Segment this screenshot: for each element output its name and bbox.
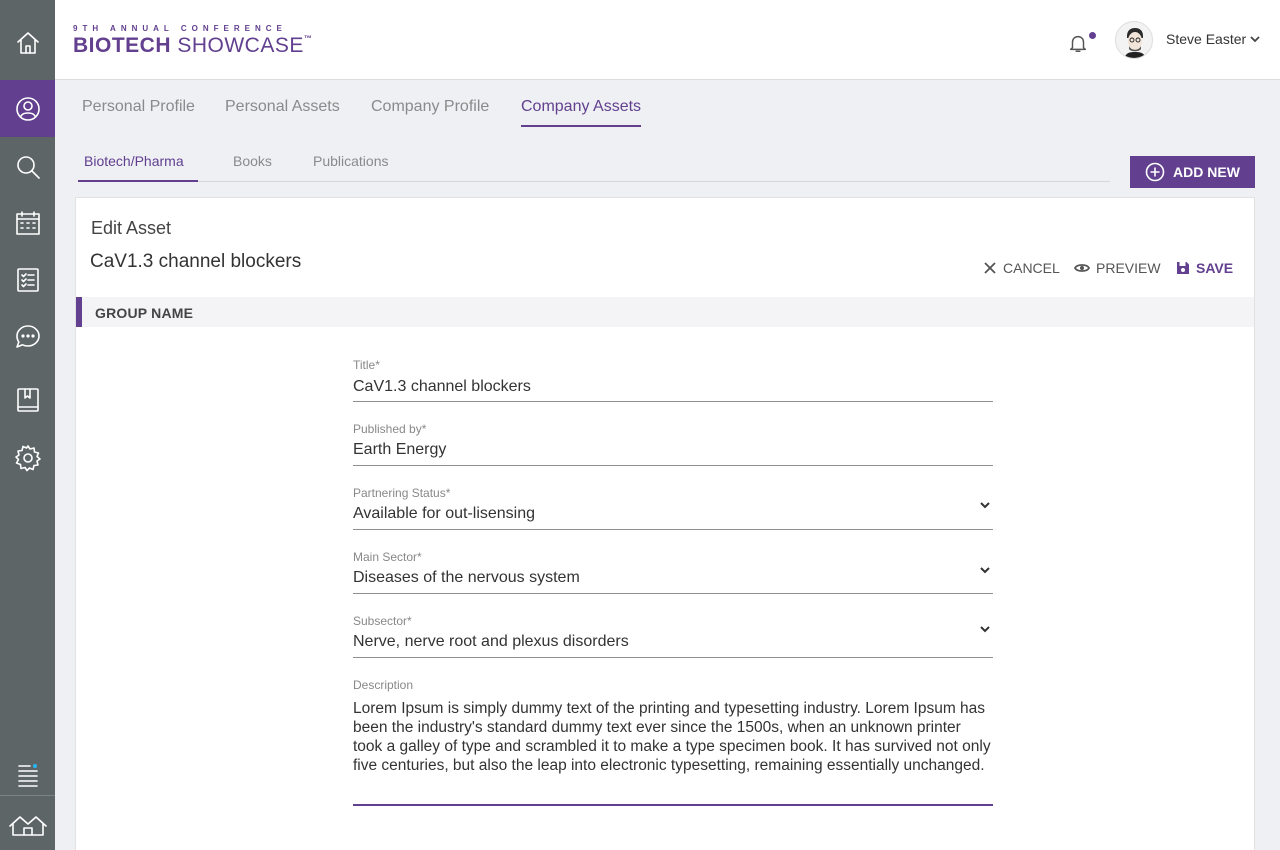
checklist-icon [14, 266, 42, 294]
home-icon [14, 29, 42, 57]
eye-icon [1074, 261, 1090, 275]
preview-label: PREVIEW [1096, 260, 1161, 276]
logo-bold: BIOTECH [73, 34, 171, 57]
chevron-down-icon [1248, 32, 1262, 46]
card-heading: Edit Asset [91, 218, 172, 238]
group-name: GROUP NAME [95, 305, 194, 321]
save-label: SAVE [1196, 260, 1234, 276]
logo-tagline: 9TH ANNUAL CONFERENCE [73, 24, 287, 33]
search-icon [14, 153, 42, 181]
user-name[interactable]: Steve Easter [1166, 31, 1247, 47]
notifications-button[interactable] [1067, 32, 1091, 56]
notification-dot [1089, 32, 1096, 39]
description-field[interactable] [353, 678, 993, 806]
chevron-down-icon [978, 563, 992, 577]
preview-button[interactable] [1074, 260, 1161, 276]
asset-name: CaV1.3 channel blockers [90, 251, 302, 272]
description-textarea[interactable]: Lorem Ipsum is simply dummy text of the printing and typesetting industry. Lorem Ipsum has been the industry's standard dummy text ever since the 1500s, when an unknown printer took a galley of type and scrambled it to make a type specimen book. It has survived not only five centuries, but also the leap into electronic typesetting, remaining essentially unchanged. [353, 700, 991, 774]
subsector-label: Subsector* [353, 614, 412, 628]
main-sector-label: Main Sector* [353, 550, 422, 564]
logo-trademark: ™ [303, 34, 313, 43]
chevron-down-icon [978, 622, 992, 636]
partnering-status-label: Partnering Status* [353, 486, 451, 500]
bookmark-book-icon [14, 386, 42, 414]
title-field[interactable] [353, 358, 993, 402]
menu-lines-icon [14, 761, 42, 789]
group-header [76, 297, 1254, 327]
tab-company-profile[interactable]: Company Profile [371, 98, 490, 115]
description-label: Description [353, 678, 414, 692]
user-menu-toggle[interactable] [1248, 32, 1262, 46]
subsector-value: Nerve, nerve root and plexus disorders [353, 633, 629, 650]
published-by-field[interactable] [353, 422, 993, 466]
title-input[interactable]: CaV1.3 channel blockers [353, 378, 531, 395]
close-icon [983, 261, 997, 275]
cancel-label: CANCEL [1003, 260, 1060, 276]
subtab-biotech-pharma[interactable]: Biotech/Pharma [78, 153, 198, 182]
sidebar-item-library[interactable] [0, 371, 55, 428]
sidebar-item-search[interactable] [0, 138, 55, 195]
partnering-status-select[interactable] [353, 486, 993, 530]
houses-icon [7, 811, 49, 839]
sidebar-item-tasks[interactable] [0, 251, 55, 308]
save-button[interactable] [1176, 260, 1233, 276]
chevron-down-icon [978, 498, 992, 512]
add-new-label: ADD NEW [1173, 164, 1240, 180]
conference-logo[interactable] [73, 24, 312, 58]
sidebar-item-messages[interactable] [0, 308, 55, 365]
sidebar-item-venue[interactable] [0, 796, 55, 850]
title-label: Title* [353, 358, 380, 372]
subtab-publications[interactable]: Publications [313, 153, 389, 169]
sidebar-item-home[interactable] [0, 14, 55, 71]
tab-personal-profile[interactable]: Personal Profile [82, 98, 195, 115]
floppy-disk-icon [1176, 261, 1190, 275]
plus-circle-icon [1145, 162, 1165, 182]
sidebar-item-calendar[interactable] [0, 194, 55, 251]
main-sector-value: Diseases of the nervous system [353, 569, 580, 586]
chat-bubble-icon [14, 323, 42, 351]
user-photo-icon [1116, 22, 1153, 59]
subsector-select[interactable] [353, 614, 993, 658]
user-circle-icon [14, 95, 42, 123]
sidebar [0, 0, 55, 850]
partnering-status-value: Available for out-lisensing [353, 505, 536, 522]
add-new-button[interactable] [1130, 156, 1255, 188]
published-by-label: Published by* [353, 422, 427, 436]
main-sector-select[interactable] [353, 550, 993, 594]
tab-personal-assets[interactable]: Personal Assets [225, 98, 340, 115]
logo-wordmark [73, 34, 312, 58]
gear-icon [14, 444, 42, 472]
published-by-input[interactable]: Earth Energy [353, 441, 447, 458]
cancel-button[interactable] [983, 260, 1060, 276]
bell-icon [1067, 32, 1089, 54]
edit-asset-card [75, 197, 1255, 850]
sidebar-item-profile[interactable] [0, 80, 55, 137]
logo-light: SHOWCASE [177, 34, 304, 57]
top-header [55, 0, 1280, 80]
sidebar-item-settings[interactable] [0, 429, 55, 486]
tab-company-assets[interactable]: Company Assets [521, 98, 641, 127]
avatar[interactable] [1115, 21, 1153, 59]
subtab-books[interactable]: Books [233, 153, 272, 169]
calendar-icon [14, 209, 42, 237]
